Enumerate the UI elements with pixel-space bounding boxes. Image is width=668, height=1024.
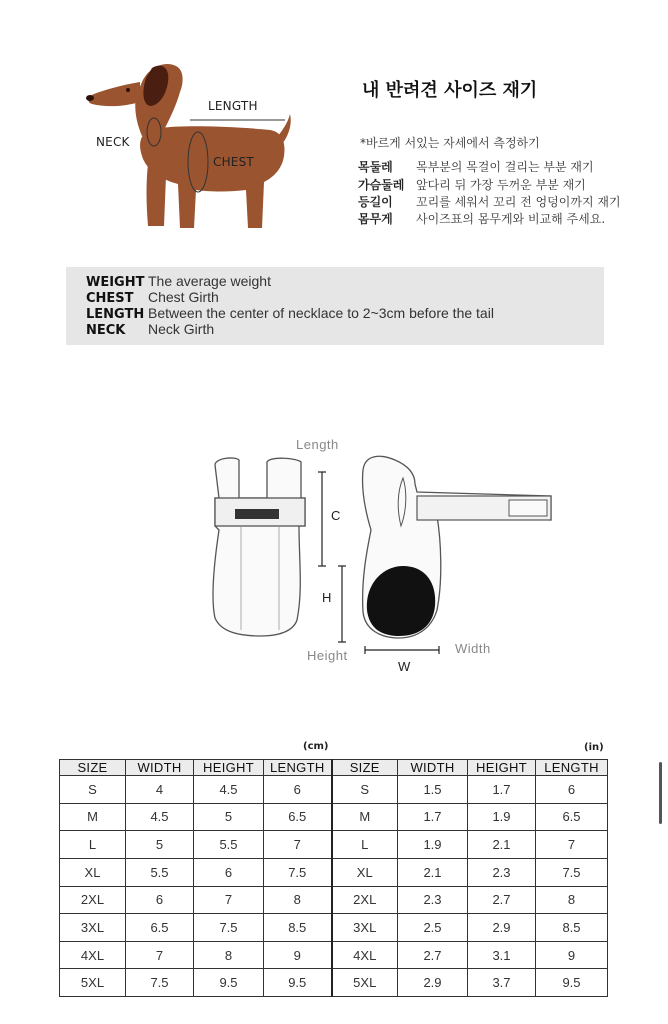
table-cell: XL — [332, 858, 398, 886]
table-cell: 5 — [194, 803, 264, 831]
table-cell: M — [332, 803, 398, 831]
column-header: SIZE — [60, 760, 126, 776]
c-dimension-label: C — [331, 508, 341, 523]
table-cell: 6 — [264, 776, 332, 804]
table-cell: S — [332, 776, 398, 804]
column-header: WIDTH — [126, 760, 194, 776]
table-row — [60, 914, 608, 942]
table-cell: 9 — [264, 941, 332, 969]
legend-value: Between the center of necklace to 2~3cm before the tail — [148, 305, 494, 321]
h-dimension-label: H — [322, 590, 332, 605]
table-cell: 2.1 — [468, 831, 536, 859]
table-cell: 4.5 — [126, 803, 194, 831]
legend-key: CHEST — [86, 291, 134, 306]
unit-cm-label: (cm) — [303, 741, 329, 752]
measure-value: 목부분의 목걸이 걸리는 부분 재기 — [416, 160, 594, 174]
column-header: LENGTH — [264, 760, 332, 776]
table-cell: 3XL — [60, 914, 126, 942]
measure-key: 등길이 — [358, 195, 393, 209]
table-row — [60, 776, 608, 804]
measure-row — [358, 158, 594, 175]
table-cell: 7 — [194, 886, 264, 914]
measure-value: 사이즈표의 몸무게와 비교해 주세요. — [416, 212, 606, 226]
table-cell: 2.9 — [468, 914, 536, 942]
neck-label: NECK — [96, 135, 130, 149]
table-cell: 6 — [194, 858, 264, 886]
measurement-legend — [66, 267, 604, 345]
measure-note: *바르게 서있는 자세에서 측정하기 — [360, 136, 540, 150]
table-cell: 7.5 — [126, 969, 194, 997]
column-header: WIDTH — [398, 760, 468, 776]
table-cell: 9.5 — [194, 969, 264, 997]
table-cell: 5.5 — [194, 831, 264, 859]
table-cell: 1.5 — [398, 776, 468, 804]
table-header-row — [60, 760, 608, 776]
measure-key: 몸무게 — [358, 212, 393, 226]
table-cell: 4XL — [332, 941, 398, 969]
table-cell: 1.9 — [468, 803, 536, 831]
size-table — [59, 759, 608, 997]
table-cell: 4 — [126, 776, 194, 804]
table-cell: 9.5 — [264, 969, 332, 997]
table-row — [60, 803, 608, 831]
table-cell: 5.5 — [126, 858, 194, 886]
legend-row — [86, 305, 494, 322]
legend-key: LENGTH — [86, 307, 145, 322]
table-cell: 4.5 — [194, 776, 264, 804]
table-cell: 8.5 — [536, 914, 608, 942]
scrollbar[interactable] — [659, 762, 662, 824]
table-cell: 3.1 — [468, 941, 536, 969]
table-cell: 4XL — [60, 941, 126, 969]
table-cell: 2.7 — [398, 941, 468, 969]
measure-row — [358, 176, 586, 193]
height-dimension-label: Height — [307, 648, 348, 663]
table-cell: 2.1 — [398, 858, 468, 886]
column-header: LENGTH — [536, 760, 608, 776]
table-cell: 8 — [536, 886, 608, 914]
table-cell: 6.5 — [126, 914, 194, 942]
table-cell: 8.5 — [264, 914, 332, 942]
legend-key: NECK — [86, 323, 126, 338]
table-cell: 7 — [536, 831, 608, 859]
legend-key: WEIGHT — [86, 275, 145, 290]
measure-key: 가슴둘레 — [358, 178, 405, 192]
column-header: HEIGHT — [468, 760, 536, 776]
table-cell: 6.5 — [536, 803, 608, 831]
table-cell: 1.7 — [398, 803, 468, 831]
table-cell: 9.5 — [536, 969, 608, 997]
length-label: LENGTH — [208, 99, 258, 113]
chest-label: CHEST — [213, 155, 254, 169]
table-cell: 2.9 — [398, 969, 468, 997]
page-title: 내 반려견 사이즈 재기 — [362, 80, 538, 101]
table-cell: L — [332, 831, 398, 859]
table-cell: 2XL — [332, 886, 398, 914]
measure-key: 목둘레 — [358, 160, 393, 174]
table-cell: S — [60, 776, 126, 804]
table-cell: 7.5 — [536, 858, 608, 886]
table-cell: L — [60, 831, 126, 859]
table-cell: 7.5 — [194, 914, 264, 942]
measure-value: 앞다리 뒤 가장 두꺼운 부분 재기 — [416, 178, 586, 192]
table-row — [60, 886, 608, 914]
table-cell: 7.5 — [264, 858, 332, 886]
table-cell: XL — [60, 858, 126, 886]
column-header: SIZE — [332, 760, 398, 776]
legend-row — [86, 321, 214, 338]
table-cell: 2XL — [60, 886, 126, 914]
measure-value: 꼬리를 세워서 꼬리 전 엉덩이까지 재기 — [416, 195, 621, 209]
table-cell: 2.5 — [398, 914, 468, 942]
legend-row — [86, 273, 271, 290]
table-cell: 2.3 — [468, 858, 536, 886]
table-cell: 2.3 — [398, 886, 468, 914]
table-cell: 1.7 — [468, 776, 536, 804]
w-dimension-label: W — [398, 659, 411, 674]
table-cell: 3.7 — [468, 969, 536, 997]
legend-value: Neck Girth — [148, 321, 215, 337]
table-cell: 5 — [126, 831, 194, 859]
table-row — [60, 941, 608, 969]
table-cell: 2.7 — [468, 886, 536, 914]
table-cell: 8 — [194, 941, 264, 969]
table-cell: 5XL — [60, 969, 126, 997]
table-cell: 6 — [536, 776, 608, 804]
boot-measurement-diagram — [205, 430, 565, 680]
legend-row — [86, 289, 219, 306]
measure-row — [358, 210, 605, 227]
table-row — [60, 969, 608, 997]
table-cell: 7 — [264, 831, 332, 859]
table-cell: 7 — [126, 941, 194, 969]
legend-value: The average weight — [148, 273, 271, 289]
table-cell: 3XL — [332, 914, 398, 942]
length-dimension-label: Length — [296, 437, 339, 452]
unit-in-label: (in) — [584, 742, 604, 753]
table-cell: 6.5 — [264, 803, 332, 831]
column-header: HEIGHT — [194, 760, 264, 776]
width-dimension-label: Width — [455, 641, 491, 656]
table-cell: 6 — [126, 886, 194, 914]
table-cell: 5XL — [332, 969, 398, 997]
table-cell: 1.9 — [398, 831, 468, 859]
table-row — [60, 858, 608, 886]
measure-row — [358, 193, 621, 210]
table-cell: 9 — [536, 941, 608, 969]
table-row — [60, 831, 608, 859]
legend-value: Chest Girth — [148, 289, 219, 305]
table-cell: 8 — [264, 886, 332, 914]
boot-icon — [205, 430, 565, 680]
table-cell: M — [60, 803, 126, 831]
